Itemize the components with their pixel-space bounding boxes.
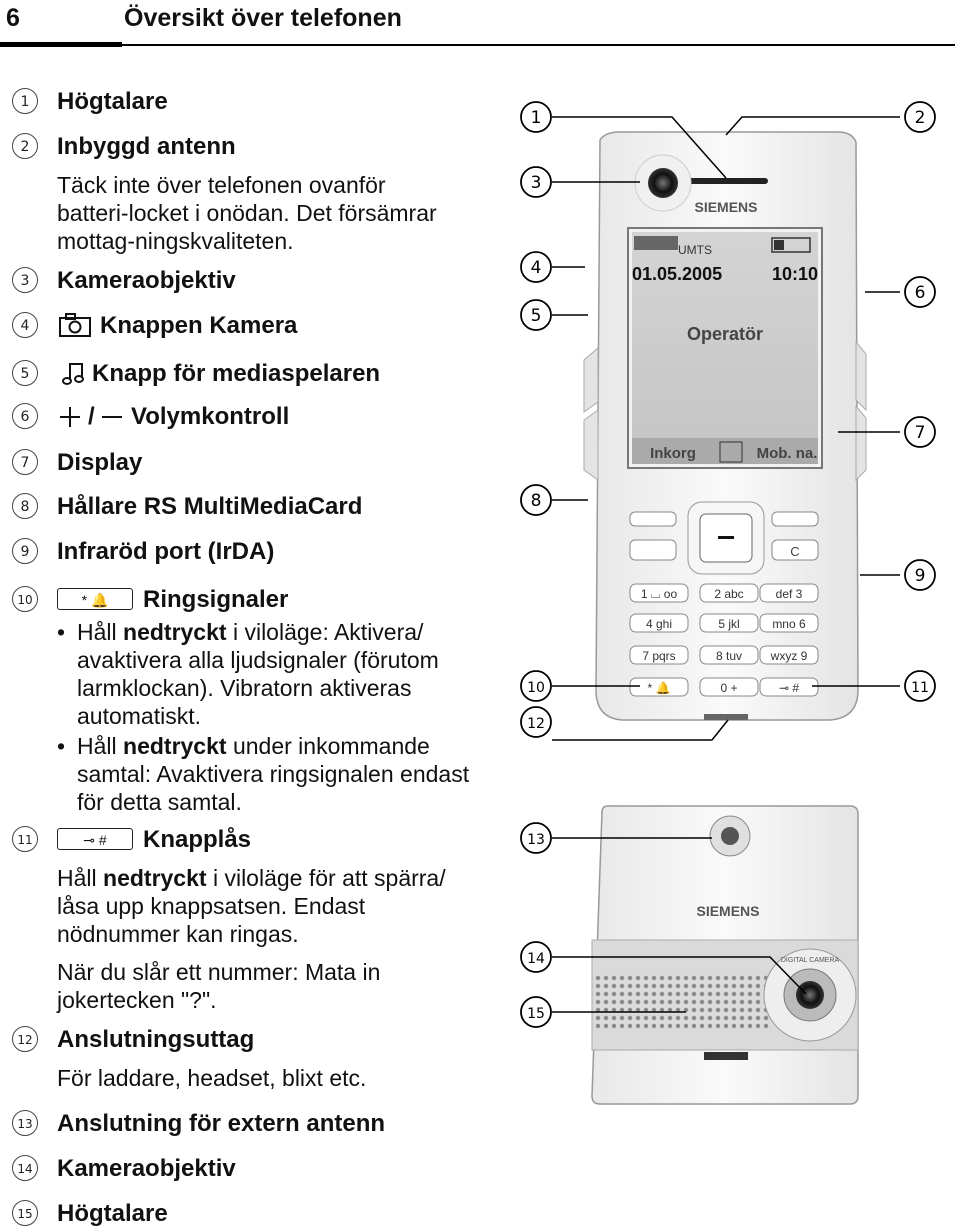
item-number: 11 bbox=[12, 826, 38, 852]
grille-hole bbox=[660, 992, 664, 996]
grille-hole bbox=[652, 1000, 656, 1004]
item-number: 12 bbox=[12, 1026, 38, 1052]
grille-hole bbox=[684, 976, 688, 980]
grille-hole bbox=[708, 992, 712, 996]
grille-hole bbox=[596, 984, 600, 988]
item-label: Kameraobjektiv bbox=[57, 267, 236, 294]
grille-hole bbox=[756, 1008, 760, 1012]
bottom-slot bbox=[704, 1052, 748, 1060]
keypad-key-label: 5 jkl bbox=[718, 617, 740, 631]
item-number: 9 bbox=[12, 538, 38, 564]
callout-number: 8 bbox=[530, 491, 542, 511]
media-side-key bbox=[584, 410, 598, 480]
grille-hole bbox=[612, 1000, 616, 1004]
grille-hole bbox=[636, 992, 640, 996]
grille-hole bbox=[740, 976, 744, 980]
grille-hole bbox=[620, 976, 624, 980]
grille-hole bbox=[620, 984, 624, 988]
back-brand-label: SIEMENS bbox=[696, 903, 760, 919]
grille-hole bbox=[668, 992, 672, 996]
grille-hole bbox=[716, 1016, 720, 1020]
music-note-icon bbox=[62, 360, 86, 386]
speaker-slot bbox=[688, 178, 768, 184]
grille-hole bbox=[628, 992, 632, 996]
grille-hole bbox=[604, 1000, 608, 1004]
grille-hole bbox=[620, 992, 624, 996]
grille-hole bbox=[692, 1000, 696, 1004]
grille-hole bbox=[724, 1016, 728, 1020]
grille-hole bbox=[604, 1016, 608, 1020]
grille-hole bbox=[676, 992, 680, 996]
grille-hole bbox=[732, 1024, 736, 1028]
grille-hole bbox=[708, 1008, 712, 1012]
item-number: 6 bbox=[12, 403, 38, 429]
grille-hole bbox=[652, 984, 656, 988]
grille-hole bbox=[652, 1016, 656, 1020]
grille-hole bbox=[596, 992, 600, 996]
callout-number: 14 bbox=[527, 951, 545, 967]
page-header bbox=[0, 0, 960, 48]
grille-hole bbox=[724, 984, 728, 988]
ringsignal-key: * 🔔 bbox=[57, 588, 133, 610]
grille-hole bbox=[700, 1024, 704, 1028]
item-number: 10 bbox=[12, 586, 38, 612]
item-label: Anslutning för extern antenn bbox=[57, 1110, 386, 1137]
grille-hole bbox=[740, 984, 744, 988]
grille-hole bbox=[748, 1016, 752, 1020]
grille-hole bbox=[724, 992, 728, 996]
camera-side-key bbox=[584, 348, 598, 412]
grille-hole bbox=[636, 984, 640, 988]
grille-hole bbox=[692, 976, 696, 980]
grille-hole bbox=[732, 976, 736, 980]
softkey-right-label: Mob. na. bbox=[756, 445, 818, 462]
phone-diagram bbox=[490, 90, 960, 1230]
grille-hole bbox=[708, 1024, 712, 1028]
grille-hole bbox=[700, 976, 704, 980]
grille-hole bbox=[732, 1016, 736, 1020]
grille-hole bbox=[716, 1024, 720, 1028]
item-label: Inbyggd antenn bbox=[57, 133, 236, 160]
grille-hole bbox=[732, 1008, 736, 1012]
item-number: 8 bbox=[12, 493, 38, 519]
grille-hole bbox=[612, 976, 616, 980]
grille-hole bbox=[692, 1024, 696, 1028]
page-number: 6 bbox=[6, 4, 20, 32]
lens-text: DIGITAL CAMERA bbox=[780, 957, 840, 964]
right-softkey bbox=[772, 512, 818, 526]
grille-hole bbox=[684, 1024, 688, 1028]
grille-hole bbox=[708, 984, 712, 988]
grille-hole bbox=[724, 1024, 728, 1028]
grille-hole bbox=[716, 1000, 720, 1004]
grille-hole bbox=[676, 984, 680, 988]
grille-hole bbox=[708, 1000, 712, 1004]
item-number: 4 bbox=[12, 312, 38, 338]
screen-operator: Operatör bbox=[686, 324, 764, 344]
grille-hole bbox=[740, 1016, 744, 1020]
keypad-key-label: 7 pqrs bbox=[642, 649, 676, 663]
callout-number: 7 bbox=[914, 423, 926, 443]
grille-hole bbox=[604, 1024, 608, 1028]
item-number: 2 bbox=[12, 133, 38, 159]
grille-hole bbox=[596, 976, 600, 980]
keypad-key-label: 1 ⌴ oo bbox=[640, 587, 678, 601]
item-label: Knapp för mediaspelaren bbox=[92, 360, 381, 387]
grille-hole bbox=[660, 1016, 664, 1020]
plus-icon bbox=[58, 405, 82, 429]
grille-hole bbox=[604, 976, 608, 980]
item-number: 15 bbox=[12, 1200, 38, 1226]
item-label: Hållare RS MultiMediaCard bbox=[57, 493, 363, 520]
keypad-key-label: 0 + bbox=[720, 681, 738, 695]
grille-hole bbox=[660, 1024, 664, 1028]
callout-number: 5 bbox=[530, 306, 542, 326]
grille-hole bbox=[684, 984, 688, 988]
grille-hole bbox=[716, 992, 720, 996]
grille-hole bbox=[724, 1008, 728, 1012]
bullet-text: Håll nedtryckt under inkommande samtal: Avaktivera ringsignalen endast för detta samtal. bbox=[77, 733, 470, 815]
softkey-left-label: Inkorg bbox=[650, 445, 696, 462]
item-label: Infraröd port (IrDA) bbox=[57, 538, 275, 565]
grille-hole bbox=[692, 1008, 696, 1012]
phone-front bbox=[584, 132, 866, 720]
grille-hole bbox=[748, 976, 752, 980]
callout-number: 13 bbox=[527, 832, 545, 848]
grille-hole bbox=[684, 1016, 688, 1020]
grille-hole bbox=[668, 1024, 672, 1028]
keypad-key-label: 2 abc bbox=[714, 587, 744, 601]
nav-center-dash bbox=[718, 536, 734, 539]
keypad-key-label: ⊸ # bbox=[778, 681, 800, 695]
screen-date: 01.05.2005 bbox=[632, 264, 723, 284]
grille-hole bbox=[700, 1008, 704, 1012]
keypad-key-label: mno 6 bbox=[772, 617, 806, 631]
grille-hole bbox=[660, 976, 664, 980]
grille-hole bbox=[644, 976, 648, 980]
bullet-dot: • bbox=[57, 619, 66, 645]
grille-hole bbox=[740, 1024, 744, 1028]
grille-hole bbox=[652, 992, 656, 996]
grille-hole bbox=[740, 1008, 744, 1012]
callout-number: 1 bbox=[530, 108, 542, 128]
grille-hole bbox=[628, 984, 632, 988]
grille-hole bbox=[724, 1000, 728, 1004]
callout-number: 15 bbox=[527, 1006, 545, 1022]
item-label: Volymkontroll bbox=[131, 403, 290, 430]
signal-bar-icon bbox=[634, 236, 678, 250]
grille-hole bbox=[700, 1000, 704, 1004]
grille-hole bbox=[644, 1024, 648, 1028]
callout-number: 11 bbox=[911, 680, 929, 696]
grille-hole bbox=[756, 984, 760, 988]
page-title: Översikt över telefonen bbox=[124, 4, 402, 32]
grille-hole bbox=[700, 984, 704, 988]
grille-hole bbox=[692, 1016, 696, 1020]
grille-hole bbox=[652, 1024, 656, 1028]
left-softkey bbox=[630, 512, 676, 526]
network-label: UMTS bbox=[678, 243, 712, 257]
bullet-text: Håll nedtryckt i viloläge: Aktivera/ avaktivera alla ljudsignaler (förutom larmklockan). Vibratorn aktiveras automatiskt. bbox=[77, 619, 439, 729]
grille-hole bbox=[660, 984, 664, 988]
callout-number: 12 bbox=[527, 716, 545, 732]
grille-hole bbox=[700, 992, 704, 996]
item-label: Kameraobjektiv bbox=[57, 1155, 236, 1182]
item-label: Högtalare bbox=[57, 1200, 168, 1227]
grille-hole bbox=[644, 984, 648, 988]
grille-hole bbox=[764, 1016, 768, 1020]
item-number: 3 bbox=[12, 267, 38, 293]
grille-hole bbox=[716, 976, 720, 980]
callout-number: 9 bbox=[914, 566, 926, 586]
item-number: 1 bbox=[12, 88, 38, 114]
volume-side-key bbox=[856, 342, 866, 410]
grille-hole bbox=[676, 1024, 680, 1028]
grille-hole bbox=[604, 984, 608, 988]
grille-hole bbox=[628, 1000, 632, 1004]
grille-hole bbox=[668, 984, 672, 988]
item-description: För laddare, headset, blixt etc. bbox=[57, 1065, 367, 1091]
item-number: 13 bbox=[12, 1110, 38, 1136]
grille-hole bbox=[684, 992, 688, 996]
grille-hole bbox=[636, 976, 640, 980]
grille-hole bbox=[748, 992, 752, 996]
grille-hole bbox=[676, 1000, 680, 1004]
grille-hole bbox=[620, 1024, 624, 1028]
grille-hole bbox=[708, 976, 712, 980]
grille-hole bbox=[764, 1024, 768, 1028]
side-key-lower bbox=[856, 406, 866, 480]
brand-label: SIEMENS bbox=[694, 199, 758, 215]
grille-hole bbox=[596, 1024, 600, 1028]
grille-hole bbox=[748, 1000, 752, 1004]
grille-hole bbox=[596, 1016, 600, 1020]
volume-separator: / bbox=[88, 403, 95, 430]
grille-hole bbox=[676, 1016, 680, 1020]
item-label: Knappen Kamera bbox=[100, 312, 298, 339]
item-label: Anslutningsuttag bbox=[57, 1026, 255, 1053]
callout-number: 4 bbox=[530, 258, 542, 278]
grille-hole bbox=[732, 992, 736, 996]
grille-hole bbox=[628, 1016, 632, 1020]
grille-hole bbox=[620, 1000, 624, 1004]
callout-number: 3 bbox=[530, 173, 542, 193]
callout-number: 6 bbox=[914, 283, 926, 303]
item-description-2: När du slår ett nummer: Mata in jokertecken "?". bbox=[57, 959, 381, 1013]
grille-hole bbox=[612, 984, 616, 988]
grille-hole bbox=[596, 1000, 600, 1004]
connector-port bbox=[704, 714, 748, 720]
header-rule-accent bbox=[0, 42, 122, 47]
clear-key-label: C bbox=[790, 544, 800, 559]
grille-hole bbox=[612, 1024, 616, 1028]
grille-hole bbox=[756, 1024, 760, 1028]
grille-hole bbox=[692, 992, 696, 996]
grille-hole bbox=[668, 1000, 672, 1004]
front-lens-icon bbox=[648, 168, 678, 198]
grille-hole bbox=[628, 976, 632, 980]
header-rule bbox=[0, 44, 955, 46]
grille-hole bbox=[756, 1000, 760, 1004]
grille-hole bbox=[636, 1024, 640, 1028]
item-label: Högtalare bbox=[57, 88, 168, 115]
grille-hole bbox=[708, 1016, 712, 1020]
keypad-key-label: def 3 bbox=[775, 587, 803, 601]
grille-hole bbox=[692, 984, 696, 988]
grille-hole bbox=[628, 1024, 632, 1028]
grille-hole bbox=[748, 1008, 752, 1012]
grille-hole bbox=[740, 992, 744, 996]
grille-hole bbox=[668, 1016, 672, 1020]
keylock-key: ⊸ # bbox=[57, 828, 133, 850]
callout-number: 2 bbox=[914, 108, 926, 128]
item-label: Ringsignaler bbox=[143, 586, 289, 613]
camera-icon bbox=[58, 312, 92, 338]
grille-hole bbox=[612, 1016, 616, 1020]
grille-hole bbox=[756, 992, 760, 996]
grille-hole bbox=[604, 992, 608, 996]
grille-hole bbox=[636, 1000, 640, 1004]
grille-hole bbox=[756, 976, 760, 980]
item-number: 14 bbox=[12, 1155, 38, 1181]
grille-hole bbox=[748, 984, 752, 988]
minus-icon bbox=[100, 405, 124, 429]
screen-time: 10:10 bbox=[771, 264, 818, 284]
battery-fill bbox=[774, 240, 784, 250]
grille-hole bbox=[684, 1000, 688, 1004]
grille-hole bbox=[668, 976, 672, 980]
grille-hole bbox=[756, 1016, 760, 1020]
grille-hole bbox=[716, 984, 720, 988]
keypad-key-label: wxyz 9 bbox=[770, 649, 808, 663]
grille-hole bbox=[644, 992, 648, 996]
keypad-key-label: 8 tuv bbox=[715, 649, 743, 663]
grille-hole bbox=[660, 1000, 664, 1004]
grille-hole bbox=[748, 1024, 752, 1028]
item-label: Display bbox=[57, 449, 143, 476]
grille-hole bbox=[644, 1016, 648, 1020]
grille-hole bbox=[724, 976, 728, 980]
keypad-key-label: 4 ghi bbox=[645, 617, 673, 631]
keypad-key-label: * 🔔 bbox=[647, 681, 671, 695]
grille-hole bbox=[732, 1000, 736, 1004]
grille-hole bbox=[652, 976, 656, 980]
grille-hole bbox=[636, 1016, 640, 1020]
item-label: Knapplås bbox=[143, 826, 252, 853]
grille-hole bbox=[700, 1016, 704, 1020]
phone-back bbox=[592, 806, 858, 1104]
call-key bbox=[630, 540, 676, 560]
grille-hole bbox=[676, 976, 680, 980]
antenna-connector-center bbox=[721, 827, 739, 845]
grille-hole bbox=[612, 992, 616, 996]
item-description: Håll nedtryckt i viloläge för att spärra/ låsa upp knappsatsen. Endast nödnummer kan ringas. bbox=[57, 865, 446, 947]
back-lens-icon bbox=[796, 981, 824, 1009]
grille-hole bbox=[740, 1000, 744, 1004]
callout-number: 10 bbox=[527, 680, 545, 696]
grille-hole bbox=[620, 1016, 624, 1020]
grille-hole bbox=[644, 1000, 648, 1004]
item-number: 5 bbox=[12, 360, 38, 386]
grille-hole bbox=[716, 1008, 720, 1012]
item-number: 7 bbox=[12, 449, 38, 475]
bullet-dot: • bbox=[57, 733, 66, 759]
item-description: Täck inte över telefonen ovanför batteri-locket i onödan. Det försämrar mottag-ningskvaliteten. bbox=[57, 172, 437, 254]
grille-hole bbox=[732, 984, 736, 988]
